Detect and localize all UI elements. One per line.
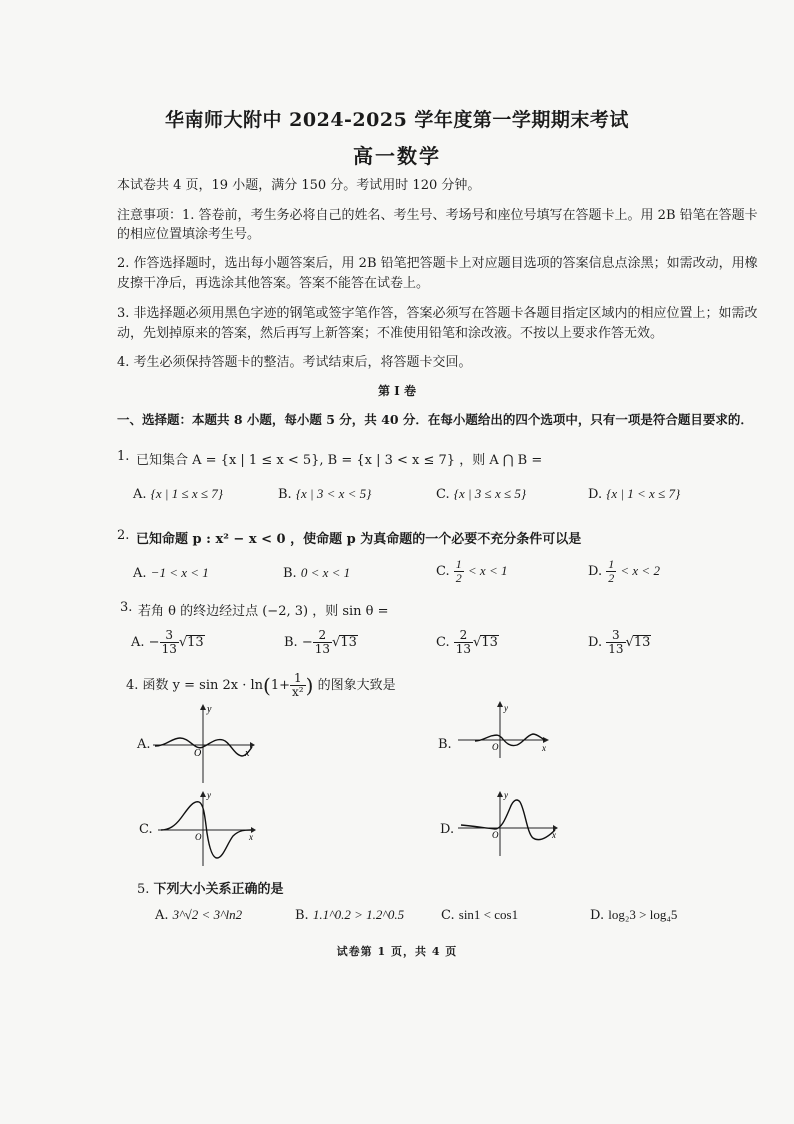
- q4-c-label: C.: [139, 822, 153, 837]
- q4-d-axis-x: x: [552, 830, 556, 840]
- q5-d-text: log₂3 > log₄5: [608, 907, 678, 922]
- q3-option-d: D. $\frac{3}{13}$ √13: [588, 628, 651, 656]
- q3-stem: 若角 θ 的终边经过点 (−2, 3) ，则 sin θ =: [138, 604, 389, 619]
- q2-d-num: 1: [608, 557, 615, 571]
- note-2-line-1: 2. 作答选择题时，选出每小题答案后，用 2B 铅笔把答题卡上对应题目选项的答案信息点涂黑；如需改动，用橡: [117, 256, 758, 271]
- q5-c-text: sin1 < cos1: [458, 907, 519, 922]
- q2-option-a: [133, 565, 209, 581]
- q3-d-label: D.: [588, 635, 603, 650]
- q3-b-sign: −: [301, 635, 313, 650]
- exam-title: 华南师大附中 2024-2025 学年度第一学期期末考试: [165, 109, 629, 131]
- q2-c-fraction: [454, 558, 464, 585]
- q2-b-label: B.: [283, 566, 297, 581]
- q5-b-text: 1.1^0.2 > 1.2^0.5: [312, 907, 405, 922]
- q3-a-den: 13: [161, 642, 177, 656]
- q4-a-axis-x: x: [245, 748, 250, 759]
- q3-b-fraction: [313, 629, 332, 656]
- q3-a-label: A.: [131, 635, 145, 650]
- q2-b-text: 0 < x < 1: [300, 565, 351, 580]
- q4-d-axis-y: y: [504, 790, 508, 800]
- q1-stem: 已知集合 A = {x | 1 ≤ x < 5}, B = {x | 3 < x ≤ 7} ，则 A ⋂ B =: [136, 453, 543, 468]
- note-1-line-2: 的相应位置填涂考生号。: [117, 227, 261, 242]
- q3-a-sign: −: [148, 635, 160, 650]
- q4-c-origin: O: [195, 832, 202, 842]
- q5-a-text: 3^√2 < 3^ln2: [172, 907, 243, 922]
- q4-fraction: [290, 672, 306, 699]
- q3-number: 3.: [120, 600, 133, 615]
- q1-option-b: [278, 486, 371, 502]
- volume-label: 第 I 卷: [378, 384, 416, 398]
- q5-a-label: A.: [155, 908, 169, 923]
- q5-c-label: C.: [441, 908, 455, 923]
- q5-d-label: D.: [590, 908, 605, 923]
- q3-b-label: B.: [284, 635, 298, 650]
- q1-option-d: [588, 486, 680, 502]
- q5-option-d: [590, 907, 677, 923]
- q2-d-den: 2: [608, 571, 615, 585]
- q3-c-label: C.: [436, 635, 450, 650]
- q4-frac-den: x²: [292, 685, 304, 699]
- exam-intro: 本试卷共 4 页，19 小题，满分 150 分。考试用时 120 分钟。: [117, 178, 481, 193]
- q4-a-label: A.: [137, 737, 151, 752]
- note-3-line-1: 3. 非选择题必须用黑色字迹的钢笔或签字笔作答，答案必须写在答题卡各题目指定区域内的相应位置上；如需改: [117, 306, 758, 321]
- q4-b-axis-y: y: [504, 703, 508, 713]
- q5-number: 5.: [137, 882, 150, 897]
- q3-b-root: 13: [340, 635, 357, 650]
- q4-d-origin: O: [492, 830, 499, 840]
- q3-c-den: 13: [455, 642, 472, 656]
- q3-a-fraction: [160, 629, 179, 656]
- q2-option-d: [588, 558, 660, 585]
- q4-graph-b: [455, 700, 555, 760]
- q3-c-fraction: [454, 629, 473, 656]
- page-footer: 试卷第 1 页，共 4 页: [336, 945, 458, 958]
- q3-option-a: A. − $\frac{3}{13}$ √13: [131, 628, 204, 656]
- q2-c-rest: < x < 1: [467, 563, 508, 578]
- q1-b-label: B.: [278, 487, 292, 502]
- q4-b-origin: O: [492, 742, 499, 752]
- q5-option-c: [441, 907, 518, 923]
- note-3-line-2: 动，先划掉原来的答案，然后再写上新答案；不准使用铅笔和涂改液。不按以上要求作答无效。: [117, 326, 664, 341]
- q3-d-num: 3: [606, 629, 625, 643]
- q1-d-label: D.: [588, 487, 603, 502]
- q2-d-label: D.: [588, 564, 603, 579]
- q1-a-label: A.: [133, 487, 147, 502]
- q2-option-b: [283, 565, 350, 581]
- q4-d-label: D.: [440, 822, 455, 837]
- q3-d-root: 13: [633, 635, 651, 650]
- q3-option-c: C. $\frac{2}{13}$ √13: [436, 628, 498, 656]
- q1-option-c: [436, 486, 526, 502]
- q1-c-text: {x | 3 ≤ x ≤ 5}: [453, 486, 527, 501]
- note-4: 4. 考生必须保持答题卡的整洁。考试结束后，将答题卡交回。: [117, 355, 472, 370]
- q2-d-rest: < x < 2: [620, 563, 660, 578]
- q3-b-num: 2: [313, 629, 332, 643]
- q5-b-label: B.: [295, 908, 309, 923]
- q4-number: 4.: [126, 678, 139, 693]
- q3-d-fraction: [606, 629, 625, 656]
- q4-c-axis-x: x: [249, 832, 253, 842]
- q1-option-a: [133, 486, 223, 502]
- exam-subtitle: 高一数学: [353, 144, 441, 168]
- q1-d-text: {x | 1 < x ≤ 7}: [606, 486, 681, 501]
- q4-graph-c: [155, 788, 260, 868]
- q1-a-text: {x | 1 ≤ x ≤ 7}: [150, 486, 223, 501]
- q4-stem-pre: 函数 y = sin 2x · ln: [142, 678, 264, 693]
- q4-graph-a: [150, 700, 260, 785]
- q5-option-a: [155, 907, 242, 923]
- q1-c-label: C.: [436, 487, 450, 502]
- note-2-line-2: 皮擦干净后，再选涂其他答案。答案不能答在试卷上。: [117, 276, 430, 291]
- q2-c-num: 1: [455, 557, 462, 571]
- q4-stem: 4. 函数 y = sin 2x · ln(1+ $\frac{1}{\text{x²}}$ ) 的图象大致是: [126, 671, 396, 699]
- q5-option-b: [295, 907, 404, 923]
- q4-a-origin: O: [194, 748, 202, 759]
- q4-graph-d: [455, 788, 565, 858]
- q3-c-num: 2: [454, 629, 473, 643]
- q4-c-axis-y: y: [207, 790, 211, 800]
- q2-d-fraction: [606, 558, 616, 585]
- q4-b-axis-x: x: [542, 743, 546, 753]
- q2-c-label: C.: [436, 564, 450, 579]
- q5-stem: 下列大小关系正确的是: [153, 882, 284, 897]
- q5-stem-row: [137, 878, 284, 897]
- q3-b-den: 13: [314, 642, 331, 656]
- q2-number: 2.: [117, 528, 130, 543]
- q1-number: 1.: [117, 449, 130, 464]
- q4-a-axis-y: y: [207, 704, 212, 715]
- q2-c-den: 2: [455, 571, 462, 585]
- q3-c-root: 13: [481, 635, 498, 650]
- q4-frac-num: 1: [290, 672, 306, 686]
- note-1-line-1: 注意事项：1. 答卷前，考生务必将自己的姓名、考生号、考场号和座位号填写在答题卡上。用 2B 铅笔在答题卡: [117, 208, 758, 223]
- q1-b-text: {x | 3 < x < 5}: [295, 486, 372, 501]
- q2-a-label: A.: [133, 566, 147, 581]
- section-heading: 一、选择题：本题共 8 小题，每小题 5 分，共 40 分．在每小题给出的四个选项中，只有一项是符合题目要求的．: [117, 412, 753, 427]
- q3-a-root: 13: [187, 635, 204, 650]
- q2-option-c: [436, 558, 507, 585]
- q3-a-num: 3: [160, 629, 179, 643]
- q3-d-den: 13: [608, 642, 624, 656]
- q4-b-label: B.: [438, 737, 452, 752]
- q4-stem-post: 的图象大致是: [317, 678, 396, 693]
- q2-a-text: −1 < x < 1: [150, 565, 209, 580]
- q2-stem: 已知命题 p : x² − x < 0 ，使命题 p 为真命题的一个必要不充分条件可以是: [136, 532, 582, 547]
- q3-option-b: B. − $\frac{2}{13}$ √13: [284, 628, 357, 656]
